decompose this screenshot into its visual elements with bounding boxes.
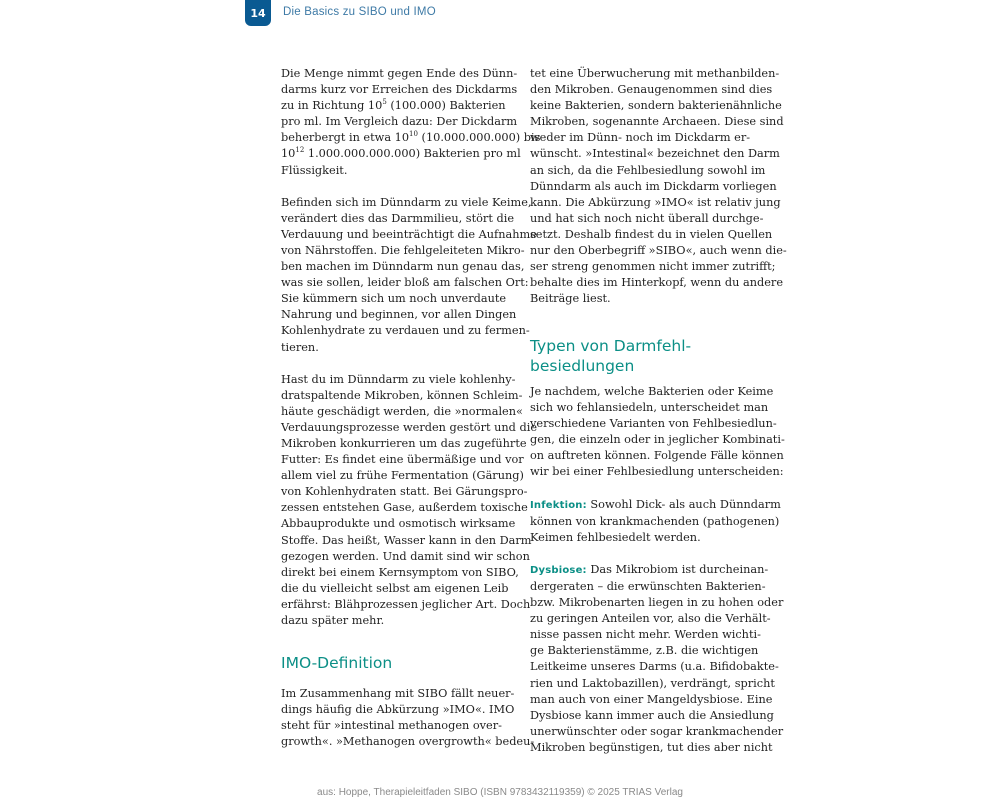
paragraph-variants-intro xyxy=(530,384,785,481)
text-line: wir bei einer Fehlbesiedlung unterscheiden: xyxy=(530,465,784,479)
text-line: den Mikroben. Genaugenommen sind dies xyxy=(530,83,773,97)
text-line: dergeraten – die erwünschten Bakterien- xyxy=(530,579,766,593)
right-column xyxy=(530,66,787,307)
text-line: kann. Die Abkürzung »IMO« ist relativ jung xyxy=(530,195,781,209)
text-line: steht für »intestinal methanogen over- xyxy=(281,719,502,733)
left-column xyxy=(281,66,541,629)
text-line: können von krankmachenden (pathogenen) xyxy=(530,514,780,528)
section-heading-typen xyxy=(530,336,760,376)
text-line: weder im Dünn- noch im Dickdarm er- xyxy=(530,131,751,145)
text-line: zu geringen Anteilen vor, also die Verhält- xyxy=(530,612,771,626)
term-infektion: Infektion: xyxy=(530,499,587,511)
text-line: gen, die einzeln oder in jeglicher Kombinati- xyxy=(530,433,785,447)
text-line: Je nachdem, welche Bakterien oder Keime xyxy=(530,385,774,398)
text-line: Nahrung und beginnen, vor allen Dingen xyxy=(281,308,517,322)
left-column-imo xyxy=(281,686,535,750)
text-line: Futter: Es findet eine übermäßige und vor xyxy=(281,453,524,467)
paragraph-fermentation xyxy=(281,372,537,630)
text-line: wünscht. »Intestinal« bezeichnet den Darm xyxy=(530,147,780,161)
text-line: unerwünschter oder sogar krankmachender xyxy=(530,724,784,738)
paragraph-methanogen xyxy=(530,66,787,307)
term-dysbiose: Dysbiose: xyxy=(530,564,587,576)
text-line: ben machen im Dünndarm nun genau das, xyxy=(281,260,525,274)
text-line: beherbergt in etwa $10^{10}$ (10.000.000.000) bis xyxy=(281,130,541,145)
running-head: Die Basics zu SIBO und IMO xyxy=(283,6,436,18)
text-line: Befinden sich im Dünndarm zu viele Keime, xyxy=(281,195,532,209)
text-line: erfährst: Blähprozessen jeglicher Art. Doch xyxy=(281,597,531,611)
text-line: Mikroben begünstigen, tut dies aber nicht xyxy=(530,740,773,754)
text-line: direkt bei einem Kernsymptom von SIBO, xyxy=(281,565,519,579)
text-line: dings häufig die Abkürzung »IMO«. IMO xyxy=(281,703,515,717)
text-line: man auch von einer Mangeldysbiose. Eine xyxy=(530,692,773,706)
text-line: tet eine Überwucherung mit methanbilden- xyxy=(530,67,780,80)
section-heading-imo: IMO-Definition xyxy=(281,654,393,672)
superscript: 12 xyxy=(295,146,305,155)
text-line: on auftreten können. Folgende Fälle können xyxy=(530,449,784,463)
text-line: rien und Laktobazillen), verdrängt, spricht xyxy=(530,676,775,690)
paragraph-small-intestine-germs xyxy=(281,195,537,356)
text-line: Verdauung und beeinträchtigt die Aufnahme xyxy=(281,227,537,241)
text-line: dratspaltende Mikroben, können Schleim- xyxy=(281,388,523,402)
text-line: Hast du im Dünndarm zu viele kohlenhy- xyxy=(281,372,516,386)
text-line: was sie sollen, leider bloß am falschen Ort: xyxy=(281,276,529,290)
text-line: Die Menge nimmt gegen Ende des Dünn- xyxy=(281,67,518,80)
text-line: setzt. Deshalb findest du in vielen Quellen xyxy=(530,227,773,241)
text-line: Leitkeime unseres Darms (u.a. Bifidobakte- xyxy=(530,660,779,674)
text-line: $10^{12}$ 1.000.000.000.000) Bakterien pro ml xyxy=(281,146,521,161)
text-line: zu in Richtung $10^5$ (100.000) Bakterien xyxy=(281,98,506,113)
paragraph-dysbiose xyxy=(530,562,784,756)
text-line: Abbauprodukte und osmotisch wirksame xyxy=(281,517,516,531)
superscript: 10 xyxy=(409,130,418,139)
paragraph-infektion xyxy=(530,497,781,546)
text-line: Infektion: Sowohl Dick- als auch Dünndarm xyxy=(530,497,781,511)
text-line: von Nährstoffen. Die fehlgeleiteten Mikro- xyxy=(281,243,525,257)
text-line: allem viel zu frühe Fermentation (Gärung) xyxy=(281,469,524,483)
text-line: Keimen fehlbesiedelt werden. xyxy=(530,530,701,544)
heading-line: besiedlungen xyxy=(530,357,635,375)
text-line: sich wo fehlansiedeln, unterscheidet man xyxy=(530,401,769,415)
text-line: häute geschädigt werden, die »normalen« xyxy=(281,404,523,418)
text-line: an sich, da die Fehlbesiedlung sowohl im xyxy=(530,163,766,177)
paragraph-imo-definition xyxy=(281,686,535,750)
text-line: die du vielleicht selbst am eigenen Leib xyxy=(281,581,509,595)
text-line: verschiedene Varianten von Fehlbesiedlun- xyxy=(530,417,777,431)
text-line: darms kurz vor Erreichen des Dickdarms xyxy=(281,83,518,97)
text-line: Im Zusammenhang mit SIBO fällt neuer- xyxy=(281,687,515,700)
text-line: Mikroben, sogenannte Archaeen. Diese sind xyxy=(530,115,784,129)
text-line: bzw. Mikrobenarten liegen in zu hohen oder xyxy=(530,596,784,610)
text-line: Dünndarm als auch im Dickdarm vorliegen xyxy=(530,179,777,193)
text-line: Dysbiose: Das Mikrobiom ist durcheinan- xyxy=(530,562,769,576)
text-line: keine Bakterien, sondern bakterienähnliche xyxy=(530,99,782,113)
text-line: nisse passen nicht mehr. Werden wichti- xyxy=(530,628,761,642)
text-line: und hat sich noch nicht überall durchge- xyxy=(530,211,764,225)
text-line: Verdauungsprozesse werden gestört und die xyxy=(281,420,537,434)
right-column-typen xyxy=(530,384,785,756)
text-line: growth«. »Methanogen overgrowth« bedeu- xyxy=(281,735,535,749)
paragraph-bacteria-count xyxy=(281,66,541,179)
text-line: ge Bakterienstämme, z.B. die wichtigen xyxy=(530,644,759,658)
text-line: Stoffe. Das heißt, Wasser kann in den Darm xyxy=(281,533,532,547)
source-footer: aus: Hoppe, Therapieleitfaden SIBO (ISBN 9783432119359) © 2025 TRIAS Verlag xyxy=(317,787,683,798)
text-line: dazu später mehr. xyxy=(281,614,385,627)
text-line: gezogen werden. Und damit sind wir schon xyxy=(281,549,530,563)
text-line: Sie kümmern sich um noch unverdaute xyxy=(281,292,507,306)
text-line: behalte dies im Hinterkopf, wenn du andere xyxy=(530,276,784,290)
text-line: Kohlenhydrate zu verdauen und zu fermen- xyxy=(281,324,530,338)
text-line: pro ml. Im Vergleich dazu: Der Dickdarm xyxy=(281,115,518,129)
text-line: Mikroben konkurrieren um das zugeführte xyxy=(281,436,527,450)
superscript: 5 xyxy=(382,98,387,107)
text-line: Dysbiose kann immer auch die Ansiedlung xyxy=(530,708,774,722)
page-number: 14 xyxy=(250,6,266,20)
heading-line: Typen von Darmfehl- xyxy=(530,337,692,355)
text-line: nur den Oberbegriff »SIBO«, auch wenn die- xyxy=(530,244,787,258)
text-line: von Kohlenhydraten statt. Bei Gärungspro- xyxy=(281,485,528,499)
text-line: Beiträge liest. xyxy=(530,292,611,306)
text-line: verändert dies das Darmmilieu, stört die xyxy=(281,211,514,225)
text-line: Flüssigkeit. xyxy=(281,163,348,177)
text-line: zessen entstehen Gase, außerdem toxische xyxy=(281,501,528,515)
page-number-badge xyxy=(245,0,271,26)
text-line: tieren. xyxy=(281,340,319,354)
text-line: ser streng genommen nicht immer zutrifft; xyxy=(530,260,776,274)
